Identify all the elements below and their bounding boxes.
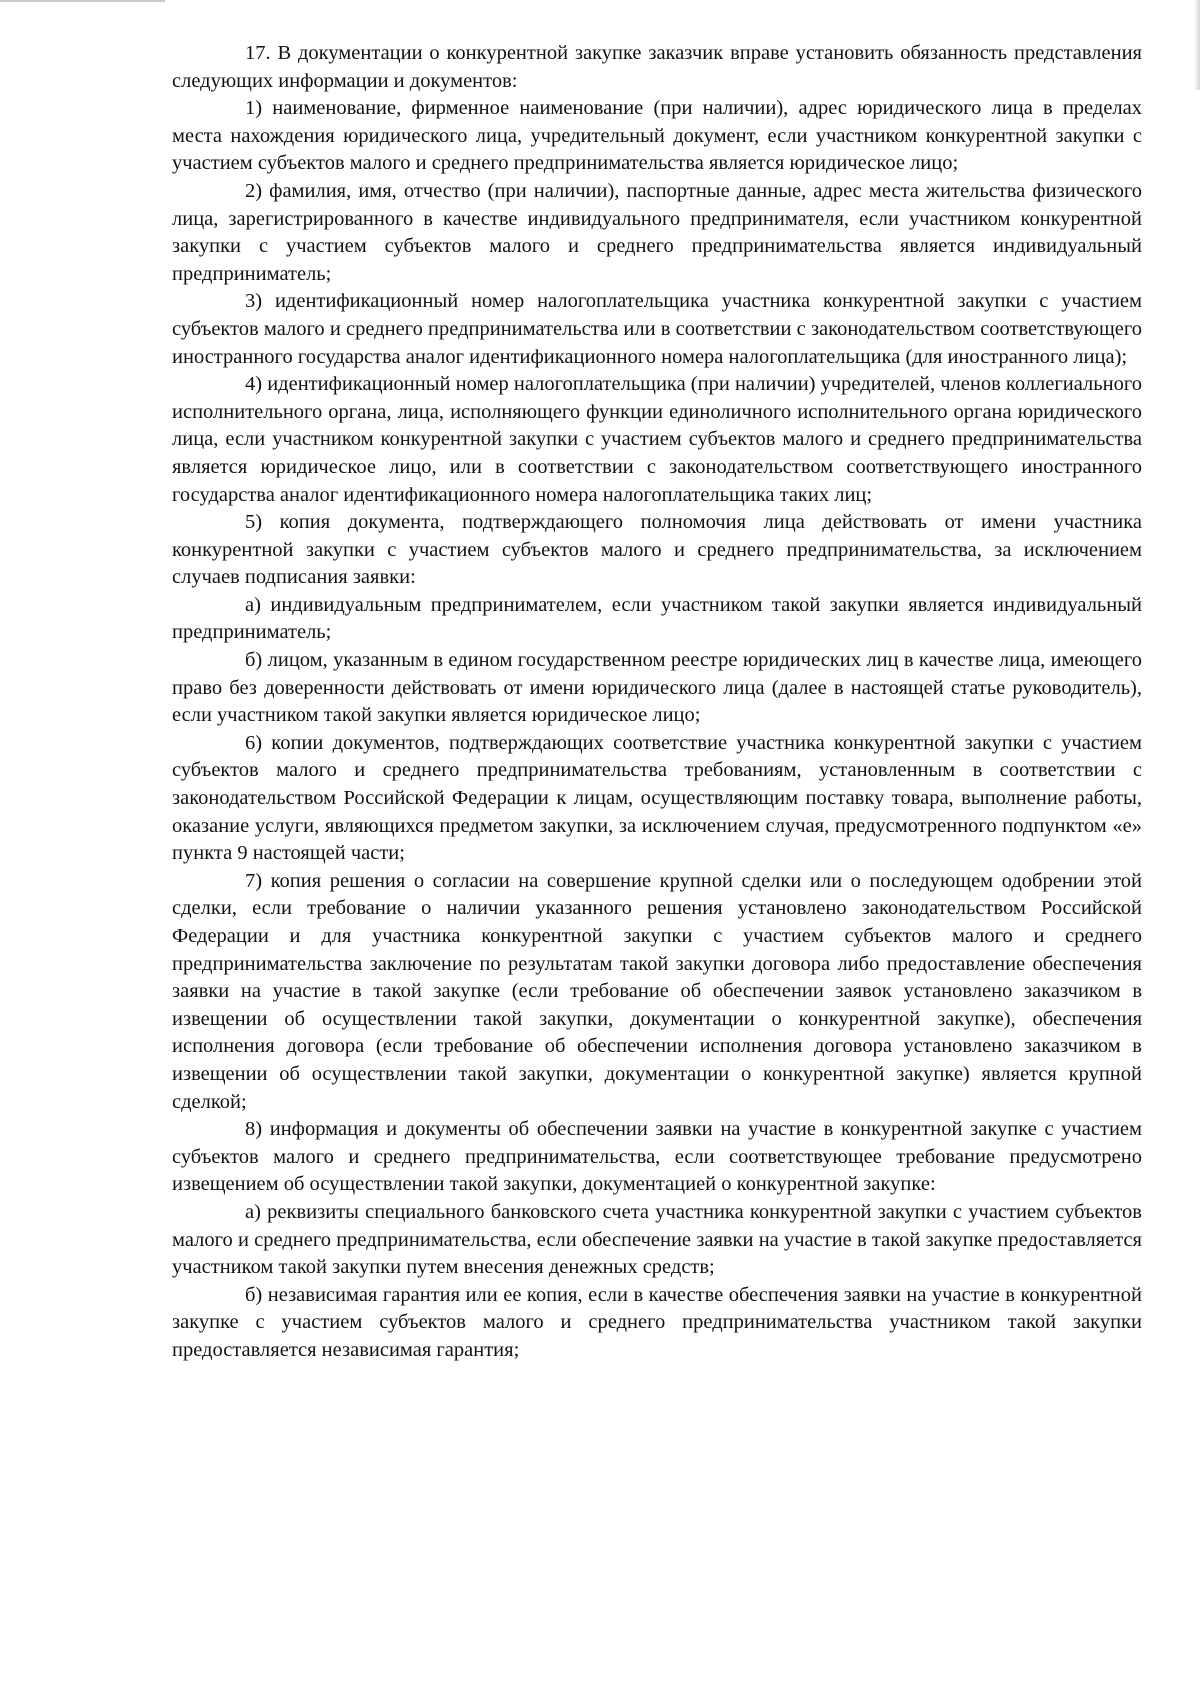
paragraph-item-6: 6) копии документов, подтверждающих соответствие участника конкурентной закупки с участием субъектов малого и среднего предпринимательства требованиям, установленным в соответствии с законодательством Российской Федерации к лицам, осуществляющим поставку товара, выполнение работы, оказание услуги, являющихся предметом закупки, за исключением случая, предусмотренного подпунктом «е» пункта 9 настоящей части; [172,731,1142,865]
paragraph-item-8a: а) реквизиты специального банковского счета участника конкурентной закупки с участием субъектов малого и среднего предпринимательства, если обеспечение заявки на участие в такой закупке предоставляется участником такой закупки путем внесения денежных средств; [172,1200,1142,1279]
paragraph-item-5b: б) лицом, указанным в едином государственном реестре юридических лиц в качестве лица, имеющего право без доверенности действовать от имени юридического лица (далее в настоящей статье руководитель), если участником такой закупки является юридическое лицо; [172,649,1142,727]
paragraph-item-3: 3) идентификационный номер налогоплательщика участника конкурентной закупки с участием субъектов малого и среднего предпринимательства или в соответствии с законодательством соответствующего иностранного государства аналог идентификационного номера налогоплательщика (для иностранного лица); [172,290,1142,368]
paragraph-item-8b: б) независимая гарантия или ее копия, если в качестве обеспечения заявки на участие в конкурентной закупке с участием субъектов малого и среднего предпринимательства участником такой закупки предоставляется независимая гарантия; [172,1283,1142,1361]
paragraph-item-7: 7) копия решения о согласии на совершение крупной сделки или о последующем одобрении этой сделки, если требование о наличии указанного решения установлено законодательством Российской Федерации и для участника конкурентной закупки с участием субъектов малого и среднего предпринимательства заключение по результатам такой закупки договора либо предоставление обеспечения заявки на участие в такой закупке (если требование об обеспечении заявок установлено заказчиком в извещении об осуществлении такой закупки, документации о конкурентной закупке), обеспечения исполнения договора (если требование об обеспечении исполнения договора установлено заказчиком в извещении об осуществлении такой закупки, документации о конкурентной закупке) является крупной сделкой; [172,869,1142,1113]
paragraph-item-8: 8) информация и документы об обеспечении заявки на участие в конкурентной закупке с участием субъектов малого и среднего предпринимательства, если соответствующее требование предусмотрено извещением об осуществлении такой закупки, документацией о конкурентной закупке: [172,1118,1142,1196]
paragraph-item-2: 2) фамилия, имя, отчество (при наличии), паспортные данные, адрес места жительства физического лица, зарегистрированного в качестве индивидуального предпринимателя, если участником конкурентной закупки с участием субъектов малого и среднего предпринимательства является индивидуальный предприниматель; [172,179,1142,285]
paragraph-item-5a: а) индивидуальным предпринимателем, если участником такой закупки является индивидуальный предприниматель; [172,593,1142,644]
scan-edge-mark [0,0,165,2]
document-body [172,40,1142,1365]
paragraph-item-1: 1) наименование, фирменное наименование (при наличии), адрес юридического лица в пределах места нахождения юридического лица, учредительный документ, если участником конкурентной закупки с участием субъектов малого и среднего предпринимательства является юридическое лицо; [172,97,1142,175]
paragraph-intro: 17. В документации о конкурентной закупке заказчик вправе установить обязанность представления следующих информации и документов: [172,42,1142,92]
scan-edge-shadow [1194,0,1200,90]
paragraph-item-5: 5) копия документа, подтверждающего полномочия лица действовать от имени участника конкурентной закупки с участием субъектов малого и среднего предпринимательства, за исключением случаев подписания заявки: [172,511,1142,589]
paragraph-item-4: 4) идентификационный номер налогоплательщика (при наличии) учредителей, членов коллегиального исполнительного органа, лица, исполняющего функции единоличного исполнительного органа юридического лица, если участником конкурентной закупки с участием субъектов малого и среднего предпринимательства является юридическое лицо, или в соответствии с законодательством соответствующего иностранного государства аналог идентификационного номера налогоплательщика таких лиц; [172,373,1142,506]
